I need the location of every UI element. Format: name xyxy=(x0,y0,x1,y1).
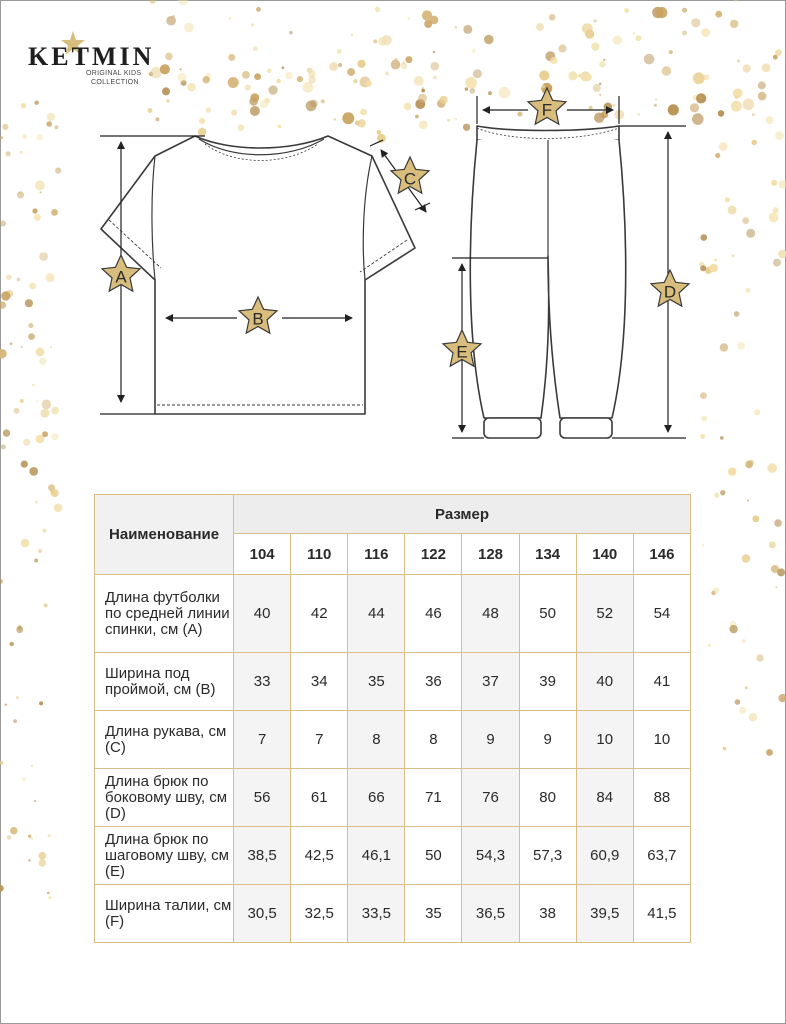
tshirt-drawing xyxy=(101,136,415,414)
measurement-value: 48 xyxy=(462,575,519,653)
marker-star-d xyxy=(651,270,689,306)
size-header-cell: 128 xyxy=(462,534,519,575)
measurement-value: 40 xyxy=(234,575,291,653)
measurement-value: 50 xyxy=(519,575,576,653)
table-row xyxy=(95,827,691,885)
measurement-value: 42 xyxy=(291,575,348,653)
size-header-cell: 110 xyxy=(291,534,348,575)
marker-letter-b: B xyxy=(252,309,264,329)
measurement-value: 42,5 xyxy=(291,827,348,885)
measurement-label: Длина брюк по шаговому шву, см (E) xyxy=(95,827,234,885)
measurement-value: 10 xyxy=(576,711,633,769)
table-row xyxy=(95,769,691,827)
measurement-value: 80 xyxy=(519,769,576,827)
measurement-value: 34 xyxy=(291,653,348,711)
table-row xyxy=(95,885,691,943)
size-chart-table xyxy=(94,494,691,943)
table-row xyxy=(95,711,691,769)
measurement-value: 54,3 xyxy=(462,827,519,885)
column-header-name: Наименование xyxy=(95,495,234,575)
measurement-label: Ширина под проймой, см (B) xyxy=(95,653,234,711)
brand-tagline-line1: ORIGINAL KIDS xyxy=(86,70,142,77)
measurement-value: 35 xyxy=(348,653,405,711)
measurement-value: 39,5 xyxy=(576,885,633,943)
measurement-value: 41,5 xyxy=(633,885,690,943)
measurement-value: 44 xyxy=(348,575,405,653)
measurement-value: 63,7 xyxy=(633,827,690,885)
measurement-value: 33,5 xyxy=(348,885,405,943)
measurement-value: 66 xyxy=(348,769,405,827)
marker-star-c xyxy=(391,157,429,193)
brand-name: KETMIN xyxy=(28,42,155,71)
measurement-value: 57,3 xyxy=(519,827,576,885)
measurement-value: 84 xyxy=(576,769,633,827)
measurement-value: 37 xyxy=(462,653,519,711)
table-row xyxy=(95,653,691,711)
measurement-value: 56 xyxy=(234,769,291,827)
marker-star-f xyxy=(528,88,566,124)
measurement-value: 7 xyxy=(234,711,291,769)
size-header-cell: 134 xyxy=(519,534,576,575)
measurement-value: 54 xyxy=(633,575,690,653)
column-header-size: Размер xyxy=(234,495,691,534)
size-header-cell: 122 xyxy=(405,534,462,575)
measurement-value: 71 xyxy=(405,769,462,827)
measurement-value: 9 xyxy=(519,711,576,769)
measurement-value: 50 xyxy=(405,827,462,885)
marker-letter-d: D xyxy=(663,282,677,302)
measurement-value: 88 xyxy=(633,769,690,827)
measurement-value: 52 xyxy=(576,575,633,653)
measurement-value: 33 xyxy=(234,653,291,711)
marker-letter-f: F xyxy=(541,100,553,120)
size-header-cell: 104 xyxy=(234,534,291,575)
measurement-value: 61 xyxy=(291,769,348,827)
measurement-value: 60,9 xyxy=(576,827,633,885)
measurement-value: 38 xyxy=(519,885,576,943)
measurement-label: Ширина талии, см (F) xyxy=(95,885,234,943)
measurement-label: Длина брюк по боковому шву, см (D) xyxy=(95,769,234,827)
size-header-cell: 116 xyxy=(348,534,405,575)
marker-letter-c: C xyxy=(403,169,417,189)
measurement-value: 46 xyxy=(405,575,462,653)
measurement-value: 35 xyxy=(405,885,462,943)
size-header-cell: 146 xyxy=(633,534,690,575)
measurement-label: Длина рукава, см (C) xyxy=(95,711,234,769)
table-row xyxy=(95,575,691,653)
measurement-value: 36,5 xyxy=(462,885,519,943)
measurement-value: 32,5 xyxy=(291,885,348,943)
marker-letter-e: E xyxy=(456,342,468,362)
measurement-value: 8 xyxy=(405,711,462,769)
garment-diagram xyxy=(0,0,786,480)
pants-drawing xyxy=(470,126,625,438)
measurement-value: 46,1 xyxy=(348,827,405,885)
brand-tagline-line2: COLLECTION xyxy=(91,79,139,86)
measurement-label: Длина футболки по средней линии спинки, см (A) xyxy=(95,575,234,653)
measurement-value: 38,5 xyxy=(234,827,291,885)
measurement-value: 40 xyxy=(576,653,633,711)
measurement-value: 39 xyxy=(519,653,576,711)
measurement-value: 36 xyxy=(405,653,462,711)
measurement-value: 8 xyxy=(348,711,405,769)
measurement-value: 7 xyxy=(291,711,348,769)
measurement-value: 9 xyxy=(462,711,519,769)
marker-letter-a: A xyxy=(115,267,127,287)
measurement-value: 41 xyxy=(633,653,690,711)
table-header-row xyxy=(95,495,691,534)
size-header-cell: 140 xyxy=(576,534,633,575)
measurement-value: 30,5 xyxy=(234,885,291,943)
measurement-value: 10 xyxy=(633,711,690,769)
measurement-value: 76 xyxy=(462,769,519,827)
